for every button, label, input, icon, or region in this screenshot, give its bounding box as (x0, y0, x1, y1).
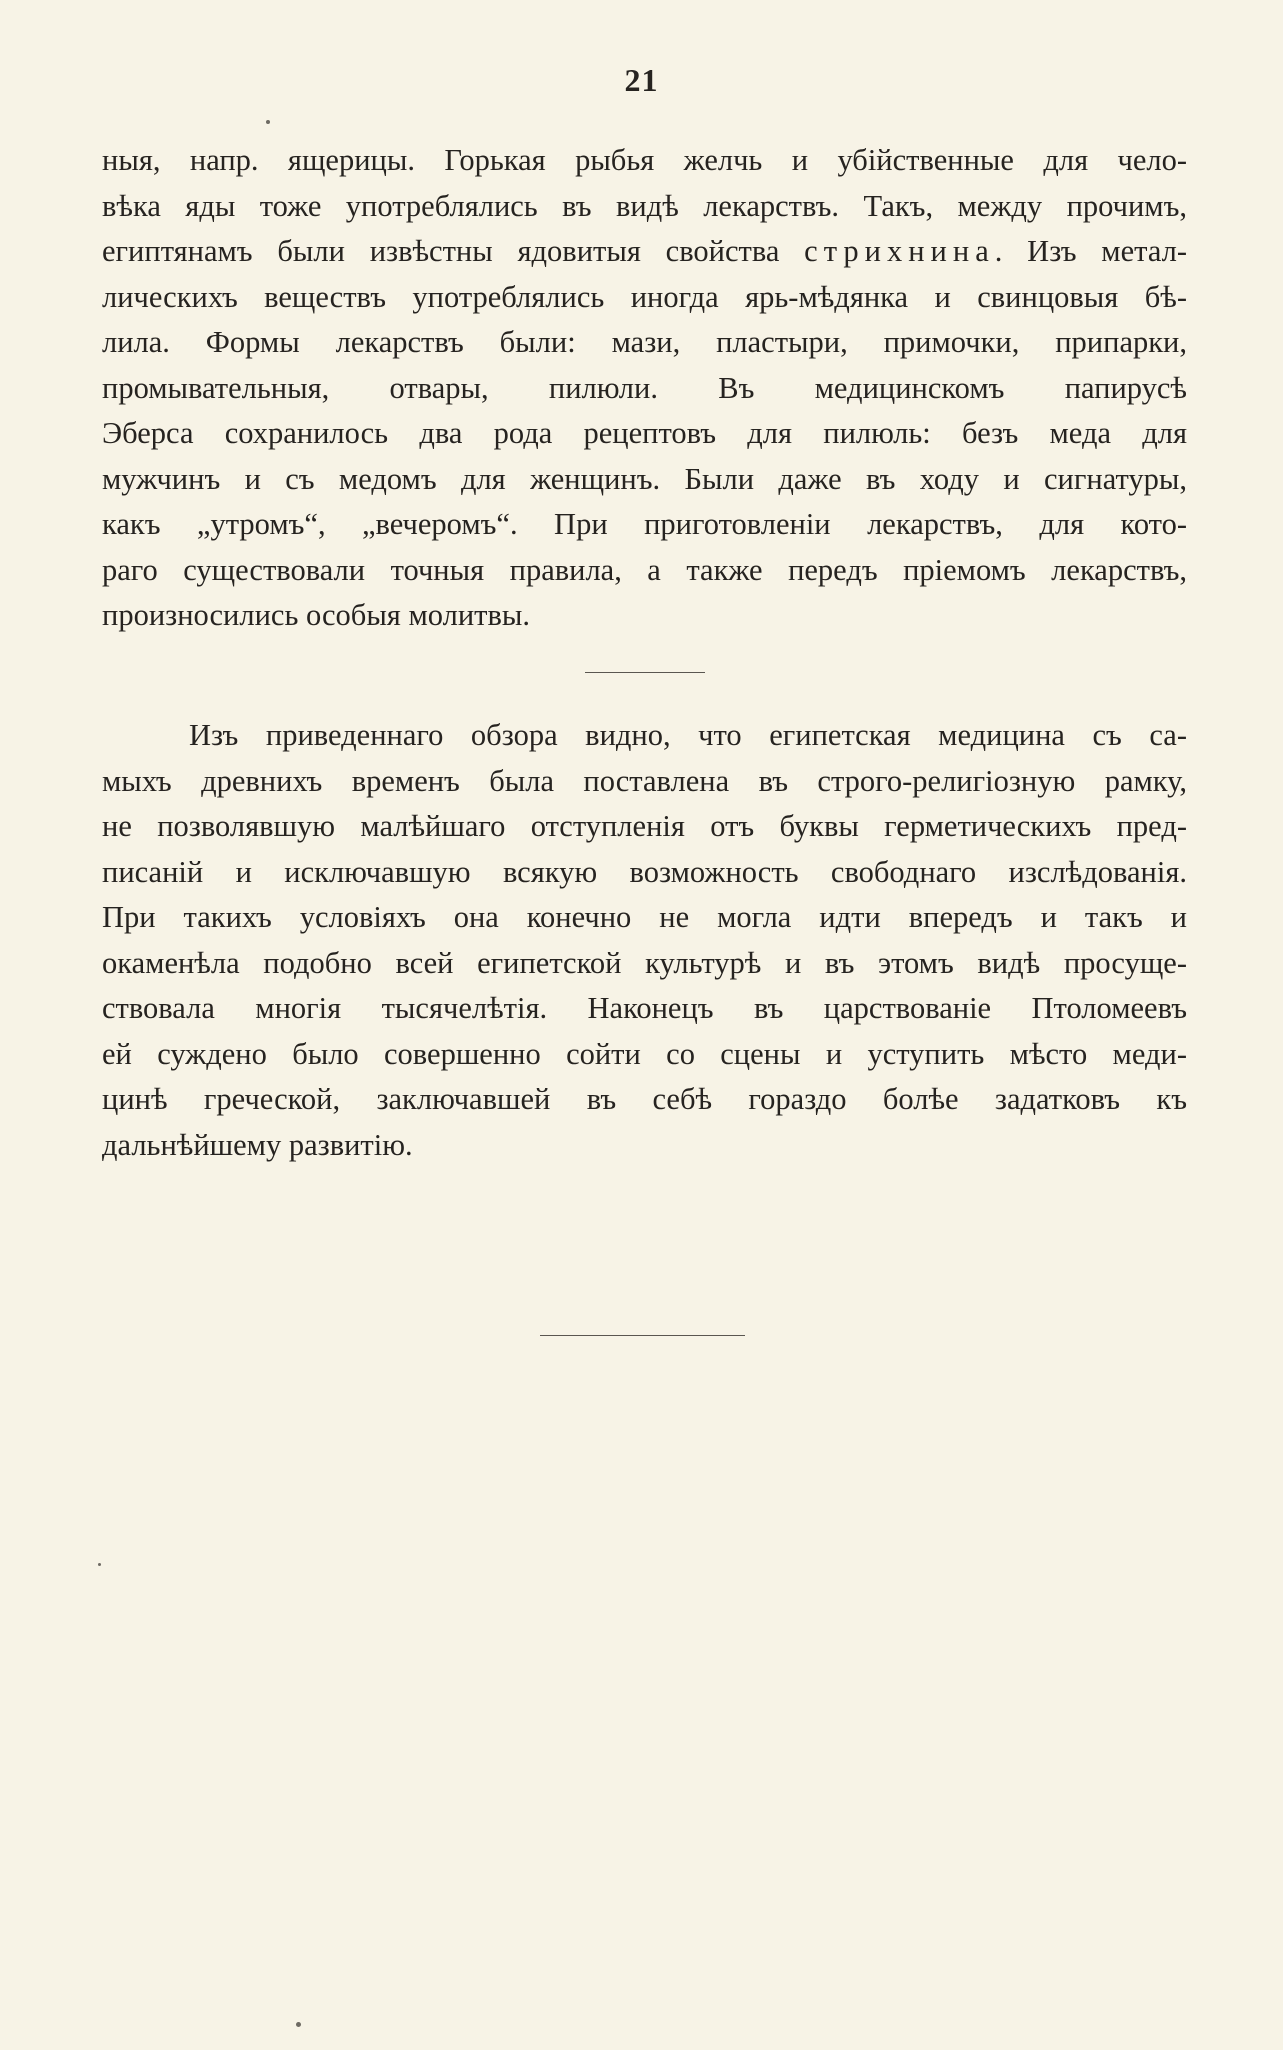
text-line: промывательныя, отвары, пилюли. Въ медицинскомъ папирусѣ (102, 370, 1187, 405)
paragraph-1 (102, 138, 1187, 639)
ink-speck (98, 1563, 101, 1566)
text-line: лическихъ веществъ употреблялись иногда ярь-мѣдянка и свинцовыя бѣ- (102, 279, 1187, 314)
text-line: вѣка яды тоже употреблялись въ видѣ лекарствъ. Такъ, между прочимъ, (102, 188, 1187, 223)
text-line: лила. Формы лекарствъ были: мази, пластыри, примочки, припарки, (102, 325, 1187, 359)
text-line: ныя, напр. ящерицы. Горькая рыбья желчь и убійственные для чело- (102, 143, 1187, 177)
text-line: раго существовали точныя правила, а также передъ пріемомъ лекарствъ, (102, 552, 1187, 587)
text-line: писаній и исключавшую всякую возможность свободнаго изслѣдованія. (102, 854, 1187, 889)
text-line: ствовала многія тысячелѣтія. Наконецъ въ царствованіе Птоломеевъ (102, 991, 1187, 1025)
text-line: произносились особыя молитвы. (102, 598, 530, 632)
ink-speck (266, 120, 270, 124)
text-line: дальнѣйшему развитію. (102, 1127, 413, 1162)
text-line: цинѣ греческой, заключавшей въ себѣ гораздо болѣе задатковъ къ (102, 1082, 1187, 1116)
text-line: ей суждено было совершенно сойти со сцены и уступить мѣсто меди- (102, 1036, 1187, 1071)
section-divider (585, 672, 705, 673)
text-fragment: . Изъ метал- (994, 234, 1187, 268)
page-number: 21 (624, 62, 659, 98)
emphasized-word: стрихнина (804, 234, 995, 268)
text-line: мужчинъ и съ медомъ для женщинъ. Были даже въ ходу и сигнатуры, (102, 461, 1187, 496)
ink-speck (296, 2022, 301, 2027)
text-line: Эберса сохранилось два рода рецептовъ для пилюль: безъ меда для (102, 416, 1187, 450)
text-line: окаменѣла подобно всей египетской культурѣ и въ этомъ видѣ просуще- (102, 945, 1187, 980)
text-line (102, 229, 1187, 275)
text-line: При такихъ условіяхъ она конечно не могла идти впередъ и такъ и (102, 900, 1187, 934)
text-line: мыхъ древнихъ временъ была поставлена въ строго-религіозную рамку, (102, 763, 1187, 798)
text-line: не позволявшую малѣйшаго отступленія отъ буквы герметическихъ пред- (102, 809, 1187, 843)
text-line: какъ „утромъ“, „вечеромъ“. При приготовленіи лекарствъ, для кото- (102, 507, 1187, 541)
paragraph-2 (102, 713, 1187, 1168)
end-divider (540, 1335, 745, 1336)
text-fragment: египтянамъ были извѣстны ядовитыя свойства (102, 234, 780, 268)
text-line: Изъ приведеннаго обзора видно, что египетская медицина съ са- (189, 718, 1187, 752)
